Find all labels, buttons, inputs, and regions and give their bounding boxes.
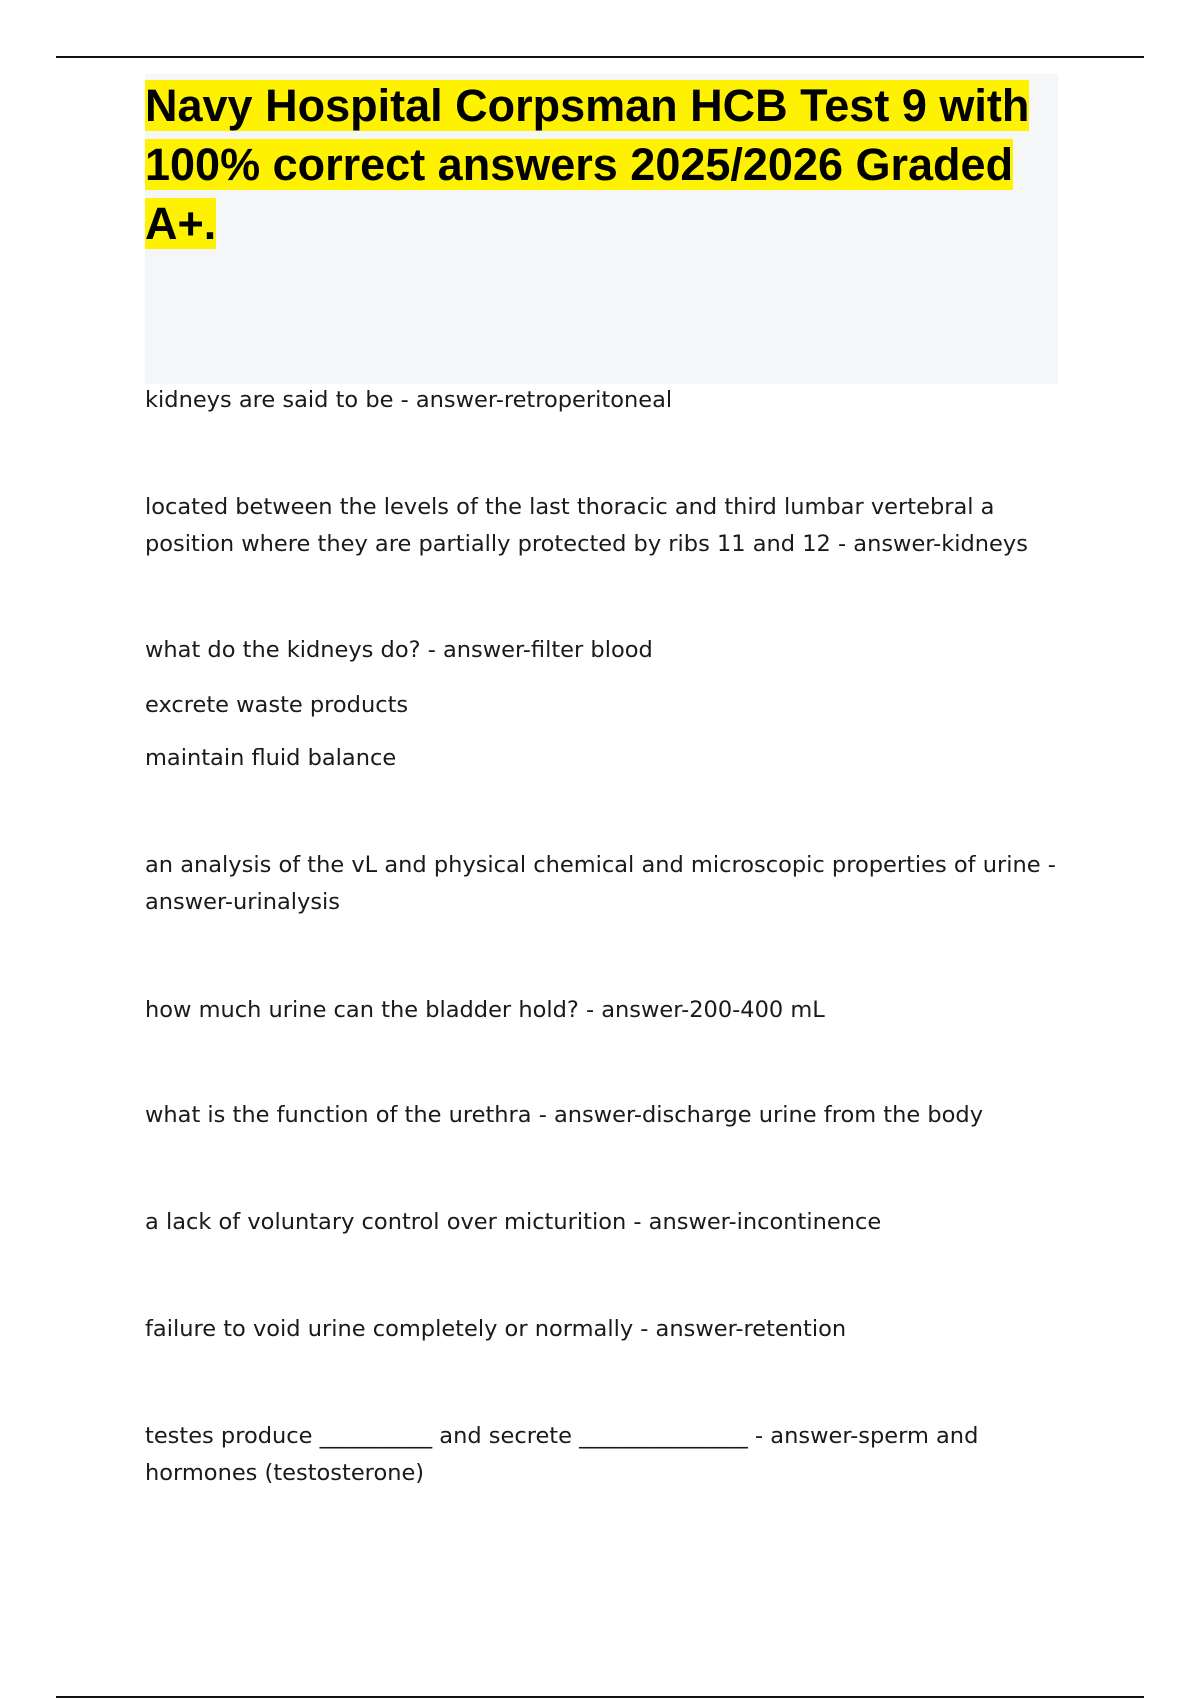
document-title xyxy=(145,76,1045,253)
qa-entry-kidney-function: what do the kidneys do? - answer-filter blood xyxy=(145,637,653,663)
qa-entry-kidneys-location: located between the levels of the last thoracic and third lumbar vertebral a position where they are partially protected by ribs 11 and 12 - answer-kidneys xyxy=(145,494,1028,557)
qa-entry-urinalysis: an analysis of the vL and physical chemical and microscopic properties of urine - answer-urinalysis xyxy=(145,852,1056,915)
title-highlight: Navy Hospital Corpsman HCB Test 9 with 100% correct answers 2025/2026 Graded A+. xyxy=(145,80,1030,249)
qa-entry-retroperitoneal: kidneys are said to be - answer-retroperitoneal xyxy=(145,387,673,413)
top-rule xyxy=(56,56,1144,58)
qa-entry-excrete-waste: excrete waste products xyxy=(145,692,409,718)
qa-entry-fluid-balance: maintain fluid balance xyxy=(145,745,397,771)
qa-entry-bladder-capacity: how much urine can the bladder hold? - answer-200-400 mL xyxy=(145,997,825,1023)
qa-entry-incontinence: a lack of voluntary control over micturition - answer-incontinence xyxy=(145,1209,882,1235)
qa-entry-testes: testes produce __________ and secrete _______________ - answer-sperm and hormones (testosterone) xyxy=(145,1423,979,1486)
qa-entry-retention: failure to void urine completely or normally - answer-retention xyxy=(145,1316,847,1342)
bottom-rule xyxy=(56,1696,1144,1698)
qa-entry-urethra: what is the function of the urethra - answer-discharge urine from the body xyxy=(145,1102,984,1128)
